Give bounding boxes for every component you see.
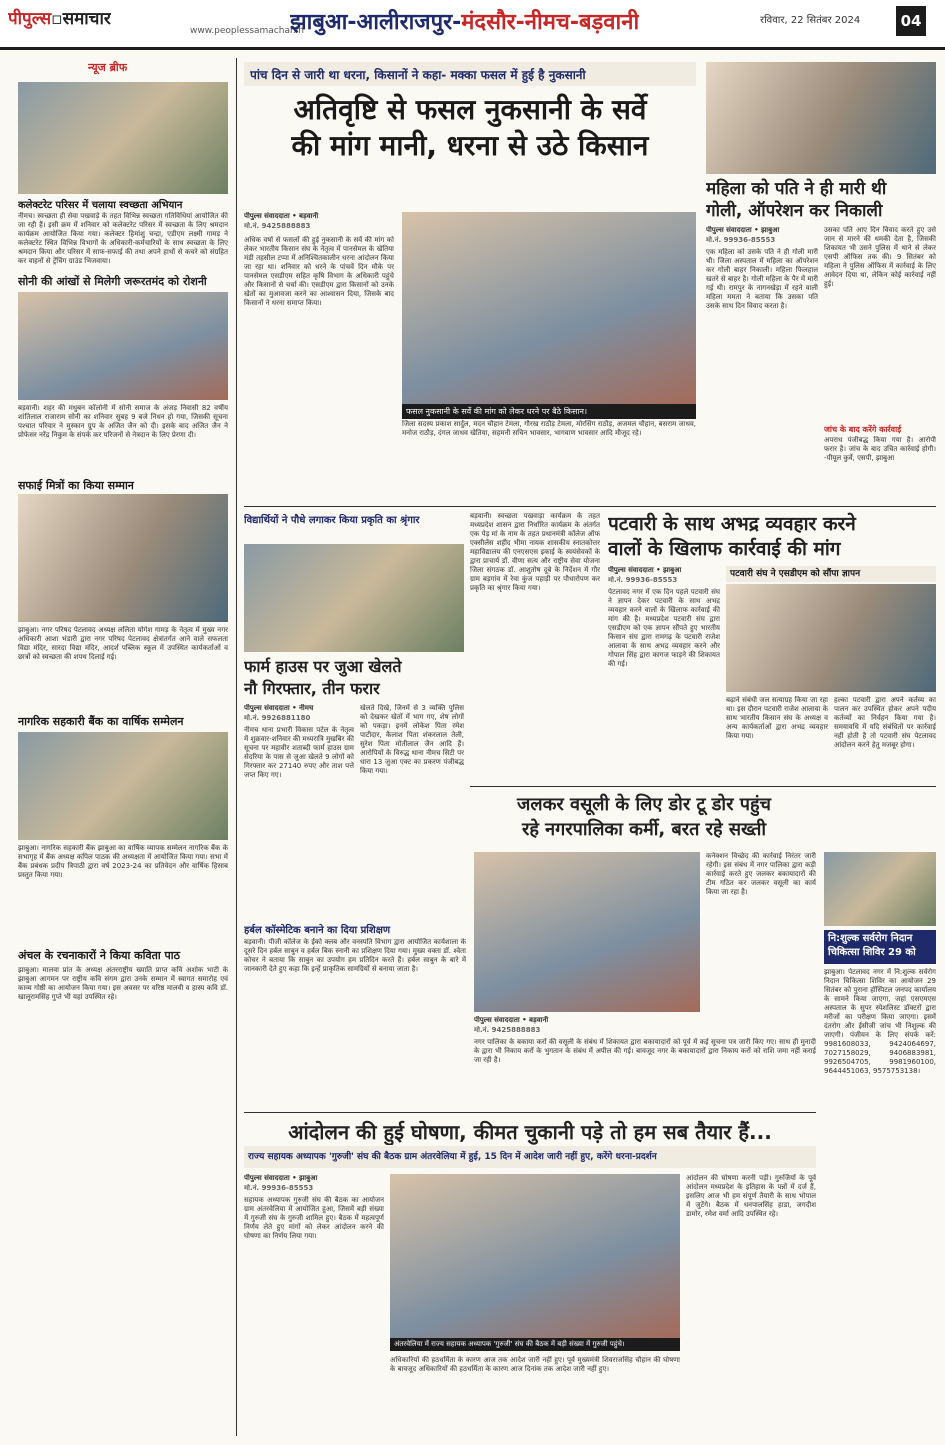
region-part-2: मंदसौर-नीमच-बड़वानी	[461, 10, 640, 35]
horizontal-divider	[244, 506, 936, 507]
left-story-3-headline: सफाई मित्रों का किया सम्मान	[18, 479, 134, 492]
teachers-body-end: आंदोलन की घोषणा करनी पड़ी। गुरुजियों के पूर्व आंदोलन मध्यप्रदेश के इतिहास के पन्नों में दर्ज हैं, इसलिए आज भी हम संपूर्ण तैयारी के साथ भोपाल में जुटेंगे। बैठक में धनपालसिंह हाडा, जगदीश डामोर, रमेश वर्मा आदि उपस्थित रहे।	[686, 1174, 816, 1218]
column-divider	[236, 58, 237, 1436]
patwari-body-continued: बढ़ाने संबंधी जल सत्याग्रह किया जा रहा था। इस दौरान पटवारी राजेश आलावा के साथ भारतीय किसान संघ के अध्यक्ष व अन्य कार्यकर्ताओं द्वारा अभद्र व्यवहार किया गया।	[726, 696, 828, 740]
herbal-body: बड़वानी। पीजी कॉलेज के ईको क्लब और वनस्पति विभाग द्वारा आयोजित कार्यशाला के दूसरे दिन हर्बल साबुन व हर्बल बिक स्नानी का प्रशिक्षण दिया गया। मुख्य वक्ता डॉ. श्वेता कोचर ने बताया कि साबुन का उपयोग हम प्रतिदिन करते हैं। हर्बल साबुन के बारे में जानकारी देते हुए कहा कि इन्हें प्राकृतिक सामग्रियों से बनाया जाता है।	[244, 938, 466, 973]
herbal-headline: हर्बल कॉस्मेटिक बनाने का दिया प्रशिक्षण	[244, 925, 391, 936]
patwari-body: पेटलावद नगर में एक दिन पहले पटवारी संघ ने ज्ञापन देकर पटवारी के साथ अभद्र व्यवहार करने वालों के खिलाफ कार्रवाई की मांग की है। मध्यप्रदेश पटवारी संघ द्वारा एसडीएम को एक ज्ञापन सौंपते हुए भारतीय किसान संघ द्वारा रामगढ़ के पटवारी राजेश आलावा के साथ अभद्र व्यवहार करने और गोपाल सिंह द्वारा कागज फाड़ने की शिकायत की गई।	[608, 588, 720, 668]
cleanliness-photo	[18, 82, 228, 194]
patwari-byline: पीपुल्स संवाददाता • झाबुआ	[608, 566, 682, 574]
police-group-photo	[244, 544, 464, 652]
horizontal-divider-2	[470, 786, 936, 787]
logo-part-2: समाचार	[62, 9, 111, 29]
left-story-1-headline: कलेक्टरेट परिसर में चलाया स्वच्छता अभियान	[18, 200, 183, 211]
water-body-continued: कनेक्शन विच्छेद की कार्रवाई निरंतर जारी रहेगी। इस संबंध में नगर पालिका द्वारा कड़ी कार्रवाई करते हुए जलकर बकायादारों की टीम गठित कर जलकर वसूली का कार्य किया जा रहा है।	[706, 852, 816, 896]
farm-headline	[244, 92, 696, 164]
gambling-headline-line-2: नौ गिरफ्तार, तीन फरार	[244, 679, 380, 698]
woman-headline	[706, 178, 936, 222]
students-headline: विद्यार्थियों ने पौधे लगाकर किया प्रकृति का श्रृंगार	[244, 515, 420, 526]
farm-byline: पीपुल्स संवाददाता • बड़वानी	[244, 212, 319, 220]
water-tax-photo	[474, 852, 700, 1012]
teachers-body-continued: अधिकारियों की हठधर्मिता के कारण आज तक आदेश जारी नहीं हुए। पूर्व मुख्यमंत्री शिवराजसिंह चौहान की घोषणा के बावजूद अधिकारियों की हठधर्मिता के कारण आज दिनांक तक आदेश जारी नहीं हुए।	[390, 1356, 680, 1373]
teachers-photo-caption: अंतरवेलिया में राज्य सहायक अध्यापक 'गुरुजी' संघ की बैठक में बड़ी संख्या में गुरुजी पहुंचे।	[390, 1338, 680, 1351]
left-story-2-headline: सोनी की आंखों से मिलेगी जरूरतमंद को रोशनी	[18, 275, 207, 288]
teachers-subhead: राज्य सहायक अध्यापक 'गुरुजी' संघ की बैठक ग्राम अंतरवेलिया में हुई, 15 दिन में आदेश जारी नहीं हुए, करेंगे धरना-प्रदर्शन	[244, 1146, 816, 1168]
farm-headline-line-1: अतिवृष्टि से फसल नुकसानी के सर्वे	[293, 93, 647, 126]
water-body: नगर पालिका के बकाया करों की वसूली के संबंध में शिकायत द्वारा बकायादारों को पूर्व में कई सूचना पत्र जारी किए गए। साथ ही मुनादी के द्वारा भी निकाय करों के भुगतान के संबंध में अपील की गई। बावजूद नगर के बकायादारों द्वारा निकाय करों को राशि जमा नहीं कराई जा रही है।	[474, 1038, 816, 1064]
medical-camp-photo	[824, 852, 936, 926]
students-body: बड़वानी। स्वच्छता पखवाड़ा कार्यक्रम के तहत मध्यप्रदेश शासन द्वारा निर्धारित कार्यक्रम के अंतर्गत एक पेड़ मां के नाम के तहत प्रधानमंत्री कॉलेज ऑफ एक्सीलेंस शहीद भीमा नायक शासकीय स्नातकोत्तर महाविद्यालय की एनएसएस इकाई के स्वयंसेवकों के द्वारा प्राचार्य डॉ. वीणा सत्य और राष्ट्रीय सेवा योजना जिला संगठक डॉ. आशुतोष दूबे के निर्देशन में गौर ग्राम बड़गांव में रेवा कुंज पहाड़ी पर पौधारोपण कर प्रकृति का श्रृंगार किया गया।	[470, 512, 600, 592]
horizontal-divider-3	[244, 1112, 816, 1113]
patwari-headline-line-1: पटवारी के साथ अभद्र व्यवहार करने	[608, 513, 856, 535]
left-story-5-body: झाबुआ। मालवा प्रांत के अध्यक्ष अंतरराष्ट्रीय ख्याति प्राप्त कवि अशोक भाटी के झाबुआ आगमन पर राष्ट्रीय कवि संगम द्वारा उनके सम्मान में स्वागत समारोह एवं काव्य गोष्ठी का आयोजन किया गया। इस अवसर पर वरिष्ठ मालवी व हास्य कवि डॉ. खालूरामसिंह गुप्ते भी यहां उपस्थित रहे।	[18, 966, 228, 1001]
region-part-1: झाबुआ-आलीराजपुर-	[290, 10, 462, 35]
patwari-headline-line-2: वालों के खिलाफ कार्रवाई की मांग	[608, 538, 841, 560]
woman-byline: पीपुल्स संवाददाता • झाबुआ	[706, 226, 780, 234]
logo-part-1: पीपुल्स	[8, 9, 52, 29]
water-headline	[474, 792, 814, 842]
teachers-body: सहायक अध्यापक गुरुजी संघ की बैठक का आयोजन ग्राम अंतरवेलिया में आयोजित हुआ, जिसमें बड़ी संख्या में गुरुजी संघ के गुरुजी शामिल हुए। बैठक में महत्वपूर्ण निर्णय लेते हुए मांगों को लेकर आंदोलन करने की घोषणा का निर्णय लिया गया।	[244, 1196, 384, 1240]
water-mobile: मो.नं. 9425888883	[474, 1026, 541, 1034]
eye-donation-photo	[18, 292, 228, 400]
injured-woman-photo	[706, 62, 936, 174]
farm-body-continued: जिला सदस्य प्रकाश सार्दुल, मदन चौहान टेमला, गौरख राठौड़ टेमला, मोरसिंग राठौड़, अजमल चौहान, बसराम जाधव, मनोज राठौड़, दंगल जाधव खेतिया, सहमनी सचिन भावसार, भागवाण भावसार आदि मौजूद रहे।	[402, 420, 696, 437]
bank-meeting-photo	[18, 732, 228, 840]
sanitation-honour-photo	[18, 494, 228, 622]
woman-quote: अपराध पंजीबद्ध किया गया है। आरोपी फरार है। जांच के बाद उचित कार्रवाई होगी। -पीयूल कुर्वे, एसपी, झाबुआ	[824, 436, 936, 462]
gambling-byline: पीपुल्स संवाददाता • नीमच	[244, 704, 314, 712]
newspaper-logo: पीपुल्स▫समाचार	[8, 9, 111, 29]
gambling-body-continued: खेलते दिखे, जिनमें से 3 व्यक्ति पुलिस को देखकर खेतों में भाग गए, शेष लोगों को पकड़ा। इनमें लोकेश पिता रमेश पाटीदार, कैलाश पिता शंकरलाल तेली, सुरेश पिता मोतीलाल जैन आदि हैं। आरोपियों के विरुद्ध थाना नीमच सिटी पर धारा 13 जुआ एक्ट का प्रकरण पंजीबद्ध किया गया।	[360, 704, 464, 775]
water-headline-line-1: जलकर वसूली के लिए डोर टू डोर पहुंच	[517, 794, 771, 815]
website-url[interactable]: www.peoplessamachar.in	[190, 26, 304, 36]
left-story-4-headline: नागरिक सहकारी बैंक का वार्षिक सम्मेलन	[18, 715, 184, 728]
patwari-caption: पटवारी संघ ने एसडीएम को सौंपा ज्ञापन	[726, 566, 936, 582]
left-story-4-body: झाबुआ। नागरिक सहकारी बैंक झाबुआ का वार्षिक व्यापक सम्मेलन नागरिक बैंक के सभागृह में बैंक अध्यक्ष कपिल पाठक की अध्यक्षता में आयोजित किया गया। सभा में बैंक प्रबंधक प्रदीप त्रिपाठी द्वारा वर्ष 2023-24 का प्रतिवेदन और वार्षिक हिसाब प्रस्तुत किया गया।	[18, 844, 228, 879]
left-story-3-body: झाबुआ। नगर परिषद पेटलावद अध्यक्ष ललिता योगेश गामड़ के नेतृत्व में मुख्य नगर अधिकारी आशा भंडारी द्वारा नगर परिषद पेटलावद क्षेत्रांतर्गत आने वाले सफलता विद्या मंदिर, सारदा विद्या मंदिर, आदर्श पब्लिक स्कूल में उपस्थित कार्यकर्ताओं व छात्रों को स्वच्छता की शपथ दिलाई गई।	[18, 626, 228, 661]
teachers-headline: आंदोलन की हुई घोषणा, कीमत चुकानी पड़े तो हम सब तैयार हैं...	[288, 1120, 772, 1144]
farmers-protest-photo	[402, 212, 696, 404]
left-story-1-body: नीमच। स्वच्छता ही सेवा पखवाड़े के तहत विभिन्न स्वच्छता गतिविधियां आयोजित की जा रही हैं। इसी क्रम में शनिवार को कलेक्टरेट परिसर में स्वच्छता के लिए श्रमदान कार्यक्रम आयोजित किया गया। कलेक्टर हिमांशु चन्द्रा, एडीएम लक्ष्मी गामड़ ने कलेक्टरेट स्थित विभिन्न विभागों के अधिकारी-कर्मचारियों के साथ स्वच्छता के लिए श्रमदान किया और परिसर में साफ-सफाई की तथा अपने हाथों से कचरे को संग्रहित कर वाहनों से ट्रेंचिंग ग्राउंड भिजवाया।	[18, 212, 228, 265]
left-story-5-headline: अंचल के रचनाकारों ने किया कविता पाठ	[18, 949, 181, 962]
page-number: 04	[896, 6, 926, 36]
patwari-mobile: मो.नं. 99936-85553	[608, 576, 678, 584]
farm-kicker-box	[244, 62, 696, 86]
gambling-body: नीमच थाना प्रभारी विकास पटेल के नेतृत्व में शुक्रवार-शनिवार की मध्यरात्रि मुखबिर की सूचना पर महावीर शताब्दी फार्म हाउस ग्राम सेदरिया के पास से जुआ खेलते 9 लोगों को गिरफ्तार कर 27140 रुपए और ताश पत्ते जप्त किए गए।	[244, 726, 354, 779]
left-story-2-body: बड़वानी। शहर की मधुबन कॉलोनी में सोनी समाज के अंजड़ निवासी 82 वर्षीय शांतिलाल राजाराम सोनी का शनिवार सुबह 9 बजे निधन हो गया, जिसकी सूचना पश्चात परिवार ने मुस्कान ग्रुप के अजित जैन को दी। इसके बाद अजित जैन ने प्रोफेसर नरेंद्र निकुम के संपर्क कर परिजनों से नेत्रदान के लिए प्रेरणा दी।	[18, 404, 228, 439]
news-brief-label	[18, 58, 228, 76]
masthead	[0, 0, 945, 50]
camp-headline: नि:शुल्क सर्वरोग निदान चिकित्सा शिविर 29 को	[824, 930, 936, 964]
gambling-headline-line-1: फार्म हाउस पर जुआ खेलते	[244, 657, 402, 676]
gambling-mobile: मो.नं. 9926881180	[244, 714, 311, 722]
woman-body-continued: उसका पति आए दिन विवाद करते हुए उसे जान से मारने की धमकी देता है, जिसकी शिकायत भी उसने पुलिस में थाने से लेकर एसपी ऑफिस तक की। 9 सितंबर को महिला ने पुलिस ऑफिस में कार्रवाई के लिए आवेदन दिया था, लेकिन कोई कार्रवाई नहीं हुई।	[824, 226, 936, 288]
farm-mobile: मो.नं. 9425888883	[244, 222, 311, 230]
water-headline-line-2: रहे नगरपालिका कर्मी, बरत रहे सख्ती	[521, 819, 767, 840]
teachers-byline: पीपुल्स संवाददाता • झाबुआ	[244, 1174, 318, 1182]
patwari-memorandum-photo	[726, 584, 936, 692]
farm-kicker: पांच दिन से जारी था धरना, किसानों ने कहा- मक्का फसल में हुई है नुकसानी	[250, 68, 586, 82]
camp-body: झाबुआ। पेटलावद नगर में नि:शुल्क सर्वरोग निदान चिकित्सा शिविर का आयोजन 29 सितंबर को पुराना हॉस्पिटल जनपद कार्यालय के सामने किया जाएगा, जहां एसएमएस अस्पताल के सुपर स्पेशलिस्ट डॉक्टरों द्वारा मरीजों का परीक्षण किया जाएगा। इसमें दंतरोग और ईसीजी जांच भी निशुल्क की जाएगी। पंजीयन के लिए संपर्क करें: 9981608033, 9424064697, 7027158029, 9406883981, 9926504705, 9981960100, 9644451063, 9575753138।	[824, 968, 936, 1075]
issue-date: रविवार, 22 सितंबर 2024	[760, 15, 861, 26]
brief-heading: न्यूज ब्रीफ	[88, 61, 128, 74]
patwari-body-end: हल्का पटवारी द्वारा अपने कर्तव्य का पालन कर उपस्थित होकर अपने पदीय कर्तव्यों का निर्वहन किया गया है। समयावधि में यदि संबंधितों पर कार्रवाई नहीं होती है तो पटवारी संघ पेटलावद आंदोलन करने हेतु मजबूर होगा।	[834, 696, 936, 749]
woman-headline-line-2: गोली, ऑपरेशन कर निकाली	[706, 201, 883, 221]
water-byline: पीपुल्स संवाददाता • बड़वानी	[474, 1016, 549, 1024]
woman-mobile: मो.नं. 99936-85553	[706, 236, 776, 244]
farm-body: अधिक वर्षा से फसलों की हुई नुकसानी के सर्वे की मांग को लेकर भारतीय किसान संघ के नेतृत्व में पानसेमल के खेतिया मंडी तहसील टप्पा में अनिश्चितकालीन धरना आंदोलन किया जा रहा था। शनिवार को धरने के पांचवें दिन मौके पर पानसेमल एसडीएम सहित कृषि विभाग के अधिकारी पहुंचे और किसानों से चर्चा की। एसडीएम द्वारा किसानों को उनके खेतों का मुआवजा करने का आश्वासन दिया, जिसके बाद किसानों ने धरना समाप्त किया।	[244, 236, 394, 307]
woman-subhead: जांच के बाद करेंगे कार्रवाई	[824, 425, 902, 434]
patwari-headline	[608, 512, 936, 562]
farm-headline-line-2: की मांग मानी, धरना से उठे किसान	[291, 129, 649, 162]
farm-photo-caption: फसल नुकसानी के सर्वे की मांग को लेकर धरने पर बैठे किसान।	[402, 404, 696, 419]
region-title	[290, 6, 639, 36]
gambling-headline	[244, 656, 464, 700]
teachers-mobile: मो.नं. 99936-85553	[244, 1184, 314, 1192]
woman-body: एक महिला को उसके पति ने ही गोली मारी थी। जिला अस्पताल में महिला का ऑपरेशन कर गोली बाहर निकाली। महिला फिलहाल खतरे से बाहर है। गोली महिला के पैर में मारी गई थी। रामपुर के नागनखेड़ा में रहने वाली महिला ममता ने बताया कि उसका पति उसके साथ दिन विवाद करता है।	[706, 248, 818, 310]
teachers-meeting-photo	[390, 1174, 680, 1338]
woman-headline-line-1: महिला को पति ने ही मारी थी	[706, 179, 887, 199]
